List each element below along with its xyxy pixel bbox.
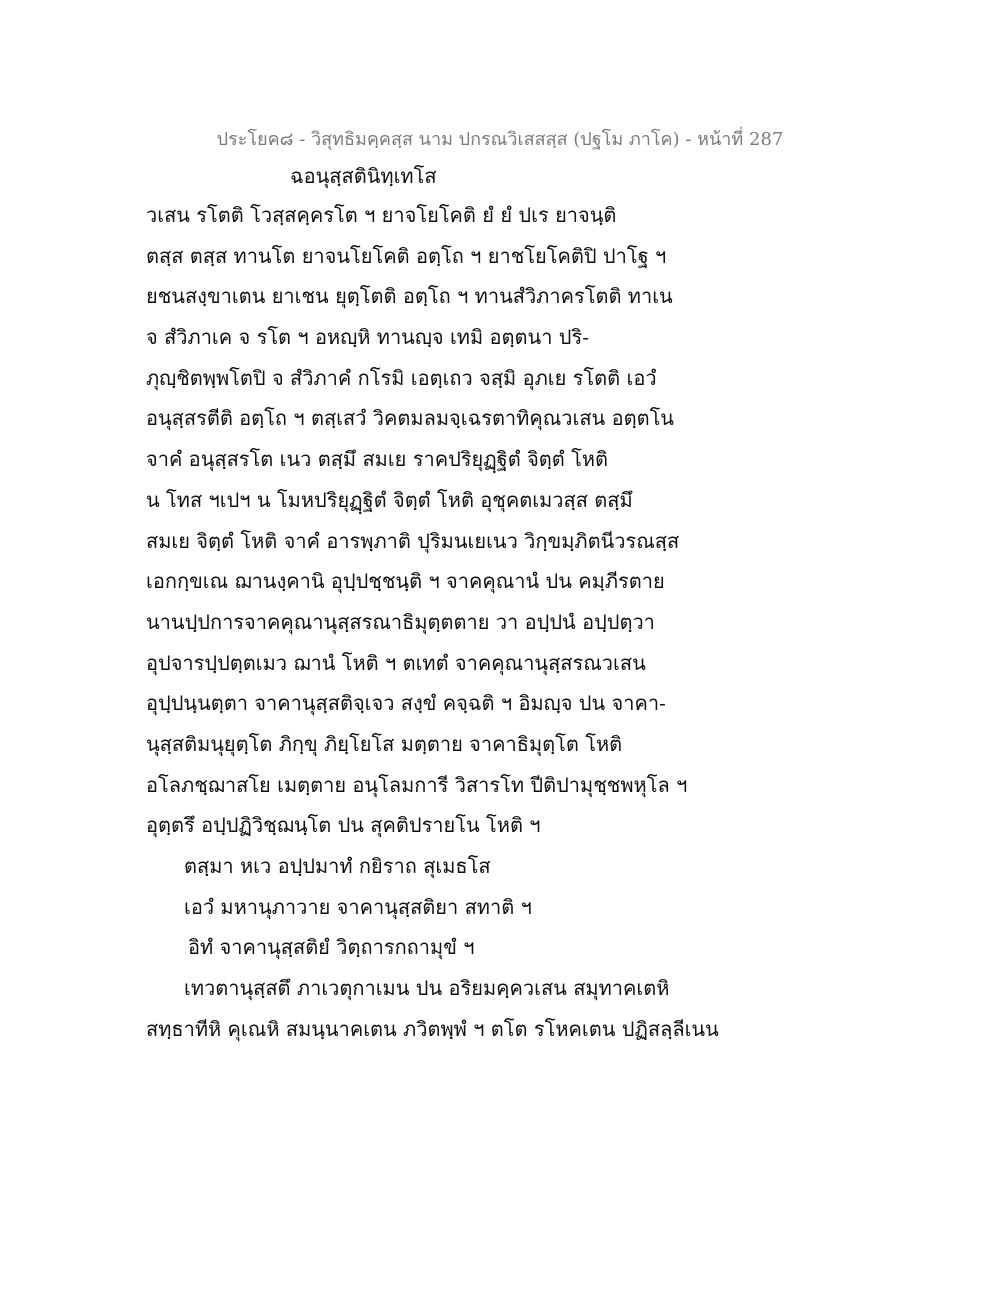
text-line: นุสฺสติมนุยุตฺโต ภิกฺขุ ภิยฺโยโส มตฺตาย จาคาธิมุตฺโต โหติ [146,731,623,756]
text-line: สมเย จิตฺตํ โหติ จาคํ อารพฺภาติ ปุริมนเยเนว วิกฺขมฺภิตนีวรณสฺส [146,528,680,553]
text-line: อุปจารปฺปตฺตเมว ฌานํ โหติ ฯ ตเทตํ จาคคุณานุสฺสรณวเสน [146,650,646,675]
verse-line: เอวํ มหานุภาวาย จาคานุสฺสติยา สทาติ ฯ [184,894,532,919]
text-line: อุปฺปนฺนตฺตา จาคานุสฺสติจฺเจว สงฺขํ คจฺฉติ ฯ อิมญฺจ ปน จาคา- [146,691,666,716]
text-line: สทฺธาทีหิ คุเณหิ สมนฺนาคเตน ภวิตพฺพํ ฯ ตโต รโหคเตน ปฏิสลฺลีเนน [146,1016,719,1041]
text-line: จาคํ อนุสฺสรโต เนว ตสฺมึ สมเย ราคปริยุฏฺฐิตํ จิตฺตํ โหติ [146,447,609,472]
text-line: อนุสฺสรตีติ อตฺโถ ฯ ตสฺเสวํ วิคตมลมจฺเฉรตาทิคุณวเสน อตฺตโน [146,406,674,431]
text-line: ตสฺส ตสฺส ทานโต ยาจนโยโคติ อตฺโถ ฯ ยาชโยโคติปิ ปาโฐ ฯ [146,243,667,268]
text-line: อุตฺตรึ อปฺปฏิวิชฺฌนฺโต ปน สุคติปรายโน โหติ ฯ [146,813,541,838]
text-line: นานปฺปการจาคคุณานุสฺสรณาธิมุตฺตตาย วา อปฺปนํ อปฺปตฺวา [146,609,655,634]
text-line: อิทํ จาคานุสฺสติยํ วิตฺถารกถามุขํ ฯ [188,935,475,960]
paragraph-start-line: เทวตานุสฺสตึ ภาเวตุกาเมน ปน อริยมคฺควเสน สมุทาคเตหิ [184,976,670,1001]
text-line: น โทส ฯเปฯ น โมหปริยุฏฺฐิตํ จิตฺตํ โหติ อุชุคตเมวสฺส ตสฺมึ [146,487,633,512]
verse-line: ตสฺมา หเว อปฺปมาทํ กยิราถ สุเมธโส [184,854,491,878]
text-line: วเสน รโตติ โวสฺสคฺครโต ฯ ยาจโยโคติ ยํ ยํ ปเร ยาจนฺติ [146,203,617,227]
text-line: ยชนสงฺขาเตน ยาเชน ยุตฺโตติ อตฺโถ ฯ ทานสํวิภาครโตติ ทาเน [146,284,673,309]
section-title: ฉอนุสฺสตินิทฺเทโส [290,164,437,188]
text-line: จ สํวิภาเค จ รโต ฯ อหญฺหิ ทานญฺจ เทมิ อตฺตนา ปริ- [146,325,589,350]
text-line: เอกกฺขเณ ฌานงฺคานิ อุปฺปชฺชนฺติ ฯ จาคคุณานํ ปน คมฺภีรตาย [146,569,665,594]
page-header: ประโยค๘ - วิสุทธิมคฺคสฺส นาม ปกรณวิเสสสฺส (ปฐโม ภาโค) - หน้าที่ 287 [216,129,784,150]
text-line: ภุญฺชิตพฺพโตปิ จ สํวิภาคํ กโรมิ เอตฺเถว จสฺมิ อุภเย รโตติ เอวํ [146,365,657,390]
body-text [146,200,866,1054]
text-line: อโลภชฺฌาสโย เมตฺตาย อนุโลมการี วิสารโท ปีติปามุชฺชพหุโล ฯ [146,772,688,797]
